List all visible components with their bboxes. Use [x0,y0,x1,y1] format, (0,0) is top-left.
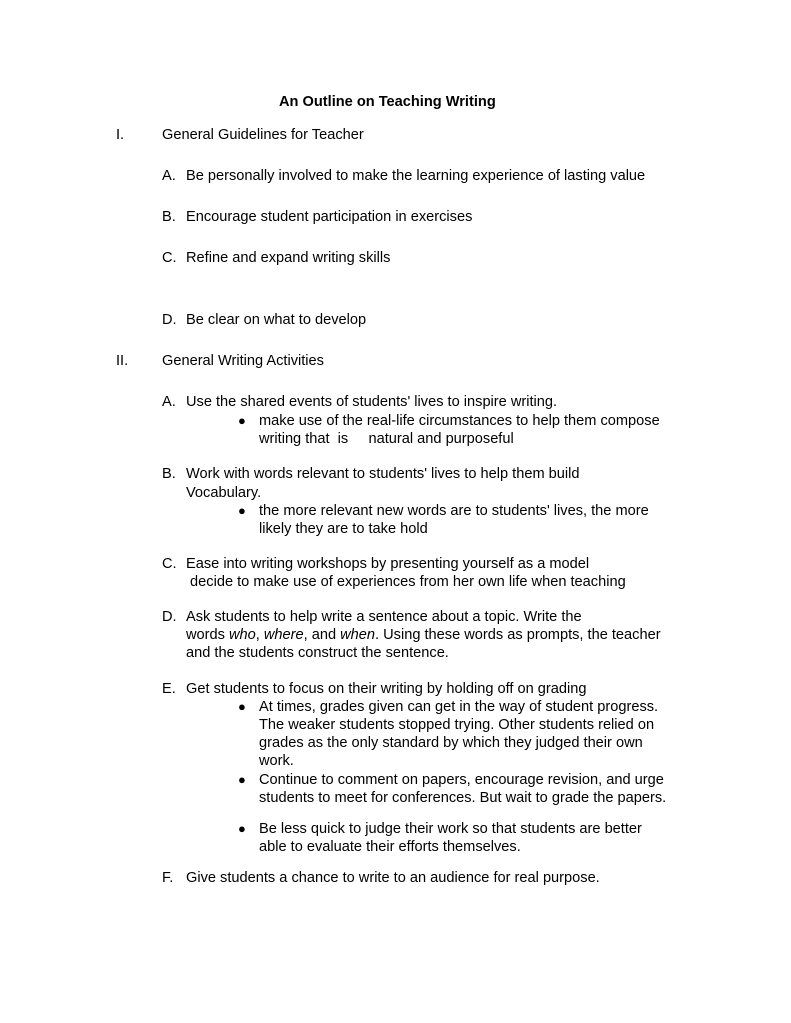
item-text: and the students construct the sentence. [186,645,449,661]
emphasis-who: who [228,627,256,643]
bullet-text: the more relevant new words are to students' lives, the more [259,503,649,519]
item-letter: B. [162,209,176,225]
bullet-text: likely they are to take hold [259,521,428,537]
item-text: Refine and expand writing skills [186,250,391,266]
bullet-icon: ● [238,699,246,714]
bullet-text: The weaker students stopped trying. Other students relied on [259,717,655,733]
text-run: , and [303,627,341,643]
item-text [186,626,661,644]
text-run: words [186,627,229,643]
section-numeral: I. [116,127,125,143]
document-title: An Outline on Teaching Writing [279,94,496,110]
bullet-text: make use of the real-life circumstances to help them compose [259,413,660,429]
bullet-text: able to evaluate their efforts themselves. [259,839,521,855]
bullet-text: Be less quick to judge their work so that students are better [259,821,642,837]
item-letter: C. [162,250,177,266]
item-text: Work with words relevant to students' lives to help them build [186,466,580,482]
bullet-text: students to meet for conferences. But wait to grade the papers. [259,790,667,806]
bullet-icon: ● [238,413,246,428]
item-letter: C. [162,556,177,572]
emphasis-when: when [340,627,376,643]
item-text: Give students a chance to write to an audience for real purpose. [186,870,600,886]
emphasis-where: where [263,627,304,643]
section-numeral: II. [116,353,129,369]
item-text: Use the shared events of students' lives to inspire writing. [186,394,558,410]
bullet-text: writing that is natural and purposeful [259,431,514,447]
item-letter: A. [162,394,176,410]
item-text: decide to make use of experiences from her own life when teaching [186,574,626,590]
item-text: Be personally involved to make the learning experience of lasting value [186,168,646,184]
bullet-text: grades as the only standard by which they judged their own [259,735,643,751]
text-run: , [255,627,264,643]
item-letter: D. [162,609,177,625]
item-letter: E. [162,681,176,697]
bullet-icon: ● [238,772,246,787]
bullet-icon: ● [238,503,246,518]
item-text: Be clear on what to develop [186,312,367,328]
bullet-icon: ● [238,821,246,836]
item-text: Vocabulary. [186,485,262,501]
bullet-text: Continue to comment on papers, encourage revision, and urge [259,772,664,788]
section-heading: General Guidelines for Teacher [162,127,364,143]
item-text: Ask students to help write a sentence about a topic. Write the [186,609,582,625]
item-letter: F. [162,870,174,886]
item-letter: A. [162,168,176,184]
bullet-text: work. [259,753,294,769]
text-run: . Using these words as prompts, the teacher [375,627,661,643]
bullet-text: At times, grades given can get in the way of student progress. [259,699,659,715]
item-text: Encourage student participation in exercises [186,209,473,225]
item-text: Ease into writing workshops by presenting yourself as a model [186,556,590,572]
item-letter: B. [162,466,176,482]
item-letter: D. [162,312,177,328]
section-heading: General Writing Activities [162,353,324,369]
item-text: Get students to focus on their writing by holding off on grading [186,681,587,697]
